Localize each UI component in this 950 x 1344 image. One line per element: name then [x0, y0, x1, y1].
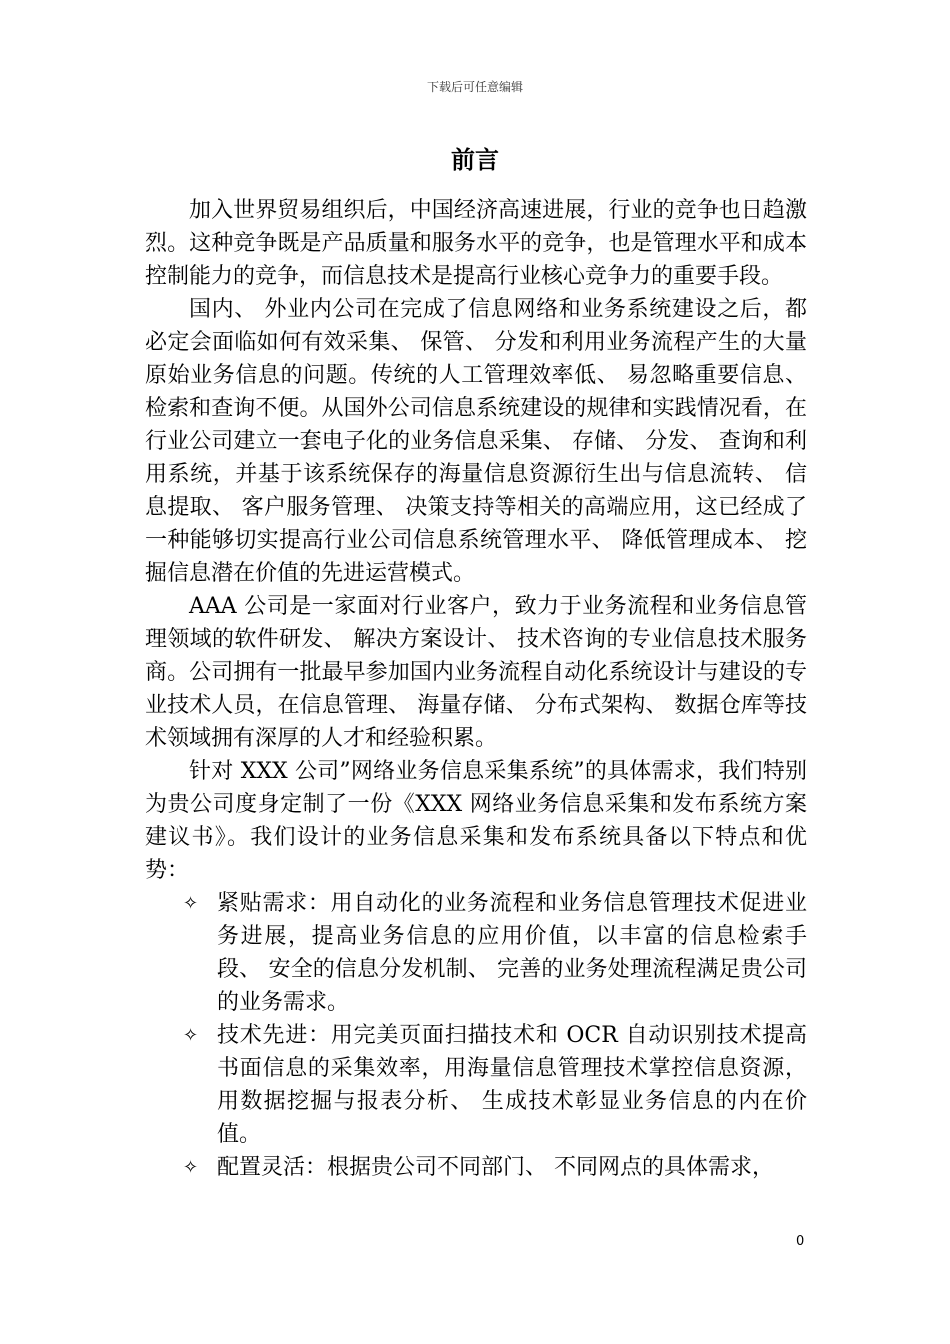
- feature-list: [145, 887, 807, 1184]
- paragraph-3: AAA 公司是一家面对行业客户，致力于业务流程和业务信息管理领域的软件研发、 解决方案设计、 技术咨询的专业信息技术服务商。公司拥有一批最早参加国内业务流程自动化系统设计与建设的专业技术人员，在信息管理、 海量存储、 分布式架构、 数据仓库等技术领域拥有深厚的人才和经验积累。: [145, 594, 807, 751]
- list-item-text: 技术先进：用完美页面扫描技术和 OCR 自动识别技术提高书面信息的采集效率，用海量信息管理技术掌控信息资源，用数据挖掘与报表分析、 生成技术彰显业务信息的内在价值。: [217, 1023, 807, 1147]
- diamond-bullet-icon: ✧: [183, 1157, 199, 1178]
- list-item: [145, 1019, 807, 1151]
- paragraph-4: 针对 XXX 公司”网络业务信息采集系统”的具体需求，我们特别为贵公司度身定制了一份《XXX 网络业务信息采集和发布系统方案建议书》。我们设计的业务信息采集和发布系统具备以下特点和优势：: [145, 759, 807, 883]
- paragraph-2: 国内、 外业内公司在完成了信息网络和业务系统建设之后，都必定会面临如何有效采集、 保管、 分发和利用业务流程产生的大量原始业务信息的问题。传统的人工管理效率低、 易忽略重要信息、 检索和查询不便。从国外公司信息系统建设的规律和实践情况看，在行业公司建立一套电子化的业务信息采集、 存储、 分发、 查询和利用系统，并基于该系统保存的海量信息资源衍生出与信息流转、 信息提取、 客户服务管理、 决策支持等相关的高端应用，这已经成了一种能够切实提高行业公司信息系统管理水平、 降低管理成本、 挖掘信息潜在价值的先进运营模式。: [145, 297, 807, 586]
- page-title: 前言: [451, 146, 499, 174]
- list-item-text: 配置灵活：根据贵公司不同部门、 不同网点的具体需求，: [217, 1155, 774, 1180]
- diamond-bullet-icon: ✧: [183, 893, 199, 914]
- paragraph-1: 加入世界贸易组织后，中国经济高速进展，行业的竞争也日趋激烈。这种竞争既是产品质量和服务水平的竞争，也是管理水平和成本控制能力的竞争，而信息技术是提高行业核心竞争力的重要手段。: [145, 198, 807, 289]
- page-number: 0: [796, 1234, 805, 1249]
- list-item: [145, 1151, 807, 1184]
- list-item: [145, 887, 807, 1019]
- list-item-text: 紧贴需求：用自动化的业务流程和业务信息管理技术促进业务进展，提高业务信息的应用价值，以丰富的信息检索手段、 安全的信息分发机制、 完善的业务处理流程满足贵公司的业务需求。: [217, 891, 807, 1015]
- document-body: [145, 194, 807, 1184]
- diamond-bullet-icon: ✧: [183, 1025, 199, 1046]
- header-note: 下载后可任意编辑: [426, 80, 523, 94]
